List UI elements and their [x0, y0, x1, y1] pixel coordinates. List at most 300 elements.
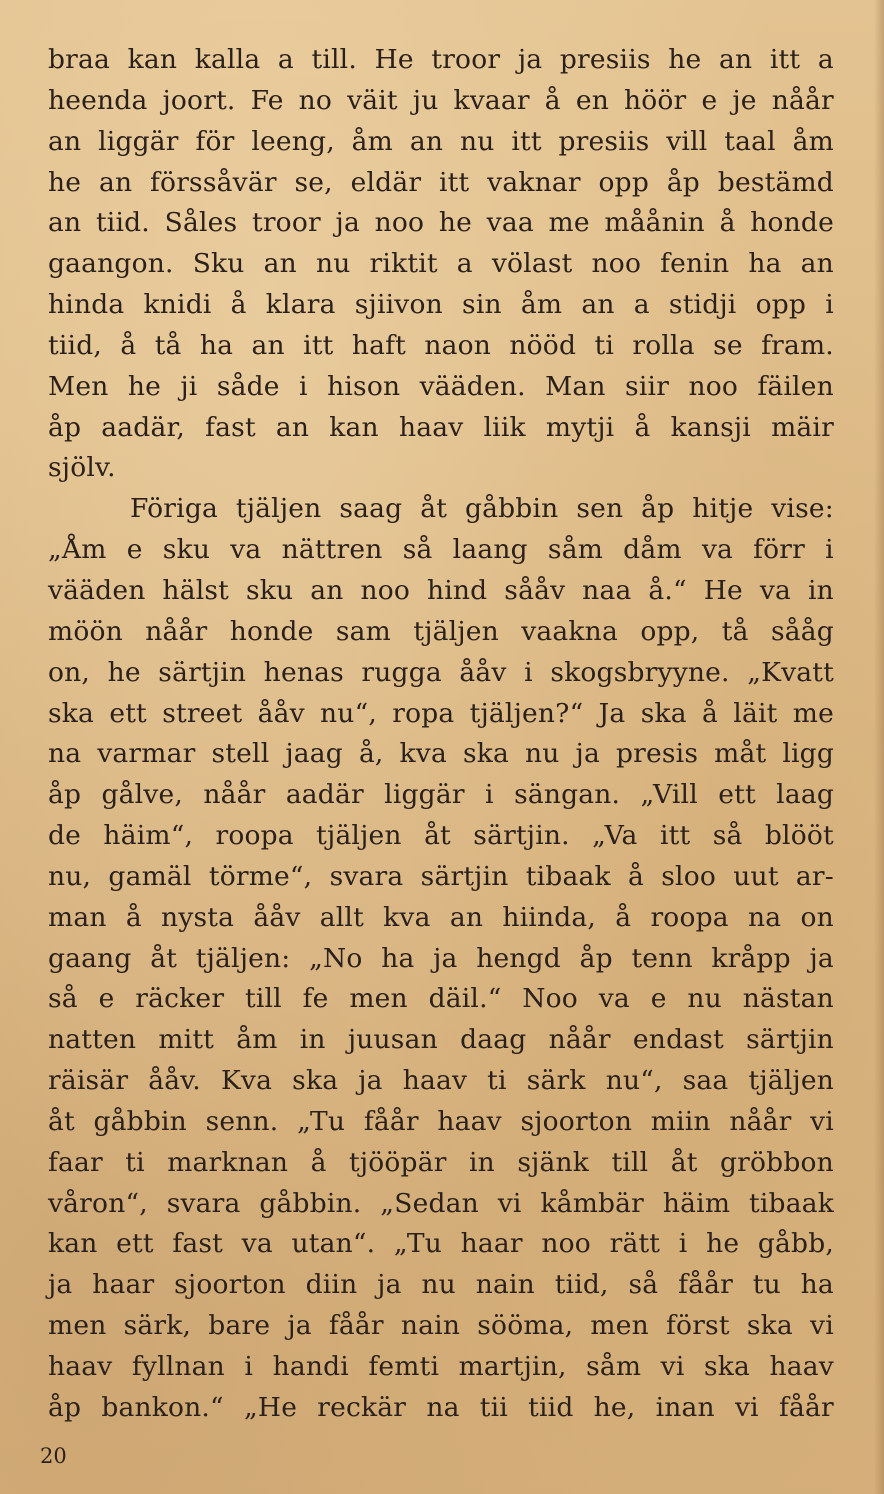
word: handi: [272, 1351, 349, 1382]
word: sååg: [771, 615, 834, 647]
word: man: [48, 901, 107, 933]
word: räcker: [135, 983, 225, 1015]
word: troor: [431, 44, 501, 75]
word: nu: [687, 983, 722, 1015]
word: fåår: [363, 1105, 419, 1137]
word: tiid,: [554, 1269, 609, 1301]
word: me: [548, 207, 590, 239]
word: je: [732, 84, 757, 116]
word: möön: [48, 615, 123, 647]
word: in: [807, 574, 834, 606]
word: bestämd: [717, 166, 834, 198]
word: ska: [640, 697, 687, 729]
text-line: [48, 775, 834, 816]
word: ha: [748, 248, 782, 280]
word: å: [125, 901, 142, 933]
word: Noo: [522, 983, 578, 1015]
text-line: [48, 530, 834, 571]
word: ja: [335, 207, 360, 239]
word: laang: [452, 534, 528, 566]
word: an: [251, 329, 285, 361]
word: dåm: [623, 534, 682, 566]
word: sååv: [504, 574, 566, 606]
word: åm: [792, 125, 834, 157]
word: för: [195, 125, 235, 157]
word: e: [126, 534, 143, 566]
word: vi: [660, 1351, 685, 1382]
word: sängan.: [514, 779, 621, 811]
word: honde: [229, 615, 314, 647]
word: så: [48, 983, 78, 1015]
word: tjäljen?“: [469, 697, 584, 729]
word: åp: [48, 1391, 82, 1423]
text-line: [48, 1020, 834, 1061]
word: noo: [591, 248, 642, 280]
word: gröbbon: [719, 1146, 834, 1178]
word: ja: [575, 738, 600, 770]
word: åp: [48, 411, 82, 443]
text-line: [48, 367, 834, 408]
word: saa: [682, 1065, 729, 1097]
word: fåår: [678, 1269, 733, 1301]
word: a: [817, 44, 834, 75]
word: åp: [579, 942, 613, 974]
text-line: [48, 1388, 834, 1429]
word: va: [759, 574, 791, 606]
text-line: [48, 244, 834, 285]
word: nåår: [771, 84, 834, 116]
word: ti: [125, 1146, 145, 1178]
word: men: [590, 1310, 649, 1342]
word: presis: [615, 738, 699, 770]
word: aadär,: [101, 411, 186, 443]
word: nu“,: [320, 697, 377, 729]
word: fast: [172, 1228, 224, 1260]
word: haav: [398, 411, 464, 443]
word: nåår: [203, 779, 266, 811]
word: å: [627, 860, 644, 892]
word: åt: [424, 820, 451, 852]
word: ska: [48, 697, 95, 729]
word: måånin: [604, 207, 705, 239]
word: ja: [48, 1269, 73, 1301]
word: juusan: [347, 1024, 438, 1056]
word: men: [48, 1310, 107, 1342]
word: itt: [659, 820, 691, 852]
word: å: [230, 289, 247, 321]
word: ja: [358, 1065, 383, 1097]
word: reckär: [317, 1391, 407, 1423]
word: noo: [688, 370, 739, 402]
word: sjoorton: [520, 1105, 633, 1137]
word: Föriga: [130, 493, 218, 525]
word: ti: [487, 1065, 507, 1097]
word: stidji: [668, 289, 737, 321]
word: an: [48, 125, 82, 157]
word: kan: [329, 411, 379, 443]
word: fåår: [328, 1310, 384, 1342]
word: å.“: [648, 574, 687, 606]
word: vi: [810, 1310, 834, 1342]
word: vi: [497, 1187, 522, 1219]
word: ja: [377, 1269, 402, 1301]
word: liggär: [98, 125, 179, 157]
word: förssåvär: [150, 166, 277, 198]
word: nööd: [509, 329, 577, 361]
word: ju: [412, 84, 439, 116]
word: riktit: [369, 248, 438, 280]
word: on,: [48, 656, 91, 688]
word: va: [241, 1228, 273, 1260]
word: he: [438, 207, 472, 239]
word: tiid.: [95, 207, 150, 239]
word: fåår: [778, 1391, 834, 1423]
word: såde: [216, 370, 280, 402]
text-line: [48, 1347, 834, 1388]
word: an: [449, 901, 484, 933]
word: gåbbin.: [259, 1187, 362, 1219]
text-line: [48, 1306, 834, 1347]
word: häim: [662, 1187, 731, 1219]
word: åp: [666, 166, 700, 198]
word: våron“,: [48, 1187, 148, 1219]
text-line: [48, 734, 834, 775]
word: ja: [433, 942, 458, 974]
word: ja: [809, 942, 834, 974]
word: hälst: [162, 574, 230, 606]
word: åp: [641, 493, 675, 525]
word: knidi: [143, 289, 212, 321]
word: laag: [776, 779, 834, 811]
word: särk: [526, 1065, 586, 1097]
word: va: [701, 534, 733, 566]
word: kansji: [670, 411, 751, 443]
word: särtjin: [746, 1024, 834, 1056]
text-line: [48, 285, 834, 326]
word: däil.“: [428, 983, 502, 1015]
word: e: [650, 983, 667, 1015]
page-edge-shadow: [874, 0, 884, 1494]
text-line: [48, 653, 834, 694]
word: rugga: [361, 656, 442, 688]
word: ett: [116, 1228, 154, 1260]
word: å: [719, 207, 736, 239]
word: i: [678, 1228, 688, 1260]
text-line: [48, 979, 834, 1020]
word: särtjin.: [473, 820, 570, 852]
word: no: [298, 84, 333, 116]
word: va: [598, 983, 630, 1015]
word: martjin,: [458, 1351, 567, 1382]
word: törme“,: [208, 860, 313, 892]
text-line: [48, 612, 834, 653]
word: noo: [374, 207, 425, 239]
word: faar: [48, 1146, 103, 1178]
word: joort.: [162, 84, 236, 116]
word: läit: [733, 697, 778, 729]
word: nu: [315, 248, 351, 280]
word: åt: [420, 493, 448, 525]
word: i: [524, 656, 533, 688]
word: se,: [294, 166, 333, 198]
word: kan: [127, 44, 178, 75]
word: „He: [243, 1391, 298, 1423]
word: kalla: [194, 44, 261, 75]
word: presiis: [558, 125, 650, 157]
word: ååv.: [148, 1065, 201, 1097]
word: haav: [437, 1105, 502, 1137]
word: miin: [650, 1105, 711, 1137]
text-line: [48, 40, 834, 81]
word: kva: [399, 738, 447, 770]
word: till: [244, 983, 282, 1015]
word: gamäl: [108, 860, 192, 892]
word: henas: [263, 656, 344, 688]
word: he: [706, 1228, 740, 1260]
text-line: [48, 571, 834, 612]
word: an: [800, 248, 834, 280]
word: in: [299, 1024, 326, 1056]
word: Men: [48, 370, 109, 402]
word: fe: [302, 983, 329, 1015]
word: he: [107, 656, 141, 688]
word: tjööpär: [348, 1146, 447, 1178]
word: svara: [329, 860, 404, 892]
word: jaag: [285, 738, 343, 770]
word: inan: [655, 1391, 715, 1423]
word: ropa: [392, 697, 455, 729]
word: hinda: [48, 289, 125, 321]
word: ha: [199, 329, 234, 361]
text-line: [48, 694, 834, 735]
word: presiis: [559, 44, 651, 75]
word: kråpp: [711, 942, 791, 974]
word: naon: [424, 329, 492, 361]
word: vise:: [771, 493, 834, 525]
word: åp: [48, 779, 82, 811]
word: kan: [48, 1228, 98, 1260]
word: ååv: [253, 901, 301, 933]
word: an: [719, 44, 753, 75]
word: na: [426, 1391, 460, 1423]
word: tå: [154, 329, 182, 361]
word: sloo: [661, 860, 717, 892]
word: He: [374, 44, 414, 75]
word: He: [703, 574, 743, 606]
word: Fe: [250, 84, 284, 116]
word: tjäljen: [235, 493, 322, 525]
word: haar: [92, 1269, 155, 1301]
word: nain: [475, 1269, 535, 1301]
word: vaknar: [487, 166, 581, 198]
word: ett: [109, 697, 147, 729]
word: blööt: [764, 820, 834, 852]
word: ha: [381, 942, 415, 974]
word: vääden: [48, 574, 146, 606]
word: vi: [734, 1391, 759, 1423]
word: heenda: [48, 84, 148, 116]
word: stell: [211, 738, 270, 770]
word: särk,: [123, 1310, 192, 1342]
word: ar-: [795, 860, 834, 892]
word: men: [349, 983, 408, 1015]
word: klara: [265, 289, 336, 321]
word: kåmbär: [540, 1187, 645, 1219]
word: ska: [746, 1310, 793, 1342]
word: Kva: [220, 1065, 273, 1097]
word: e: [701, 84, 718, 116]
text-line: [48, 857, 834, 898]
word: tii: [479, 1391, 508, 1423]
word: saag: [339, 493, 403, 525]
word: väit: [347, 84, 398, 116]
word: tå: [721, 615, 749, 647]
word: „Va: [592, 820, 638, 852]
word: a: [456, 248, 473, 280]
text-line: [48, 122, 834, 163]
word: me: [792, 697, 834, 729]
word: Ja: [598, 697, 626, 729]
word: endast: [632, 1024, 724, 1056]
word: så: [628, 1269, 659, 1301]
word: gaang: [48, 942, 132, 974]
word: förr: [753, 534, 806, 566]
word: Man: [545, 370, 606, 402]
word: braa: [48, 44, 111, 75]
word: aadär: [285, 779, 364, 811]
word: an: [409, 125, 444, 157]
text-line: [48, 1061, 834, 1102]
word: honde: [750, 207, 834, 239]
word: noo: [360, 574, 411, 606]
word: tjäljen: [413, 615, 499, 647]
word: fast: [205, 411, 256, 443]
word: å: [615, 901, 632, 933]
word: haav: [402, 1065, 468, 1097]
word: i: [485, 779, 494, 811]
word: „Tu: [297, 1105, 346, 1137]
word: taal: [724, 125, 776, 157]
word: nysta: [161, 901, 235, 933]
word: gålve,: [101, 779, 184, 811]
text-line: [48, 81, 834, 122]
word: senn.: [205, 1105, 279, 1137]
word: ligg: [782, 738, 834, 770]
word: an: [263, 248, 297, 280]
word: na: [48, 738, 82, 770]
word: he: [48, 166, 82, 198]
word: e: [98, 983, 115, 1015]
word: måt: [714, 738, 767, 770]
word: ji: [180, 370, 198, 402]
word: „Sedan: [380, 1187, 479, 1219]
word: hengd: [476, 942, 561, 974]
word: särtjin: [158, 656, 247, 688]
word: natten: [48, 1024, 137, 1056]
word: nåår: [548, 1024, 611, 1056]
word: tu: [752, 1269, 781, 1301]
word: sku: [162, 534, 211, 566]
word: å: [702, 697, 719, 729]
word: gaangon.: [48, 248, 174, 280]
word: nu: [459, 125, 495, 157]
word: ett: [718, 779, 756, 811]
word: itt: [439, 166, 470, 198]
word: an: [310, 574, 344, 606]
word: åm: [236, 1024, 278, 1056]
word: åt: [48, 1105, 75, 1137]
word: diin: [305, 1269, 358, 1301]
text-line: [48, 1224, 834, 1265]
word: kva: [383, 901, 431, 933]
word: bankon.“: [101, 1391, 224, 1423]
word: hind: [426, 574, 488, 606]
word: såm: [586, 1351, 642, 1382]
page-number: 20: [40, 1444, 67, 1468]
word: se: [713, 329, 743, 361]
text-line: [48, 816, 834, 857]
word: nu: [525, 738, 560, 770]
word: „Åm: [48, 534, 107, 566]
word: haft: [351, 329, 406, 361]
word: liggär: [384, 779, 465, 811]
word: en: [575, 84, 609, 116]
word: skogsbryyne.: [550, 656, 730, 688]
word: ti: [594, 329, 614, 361]
word: na: [748, 901, 782, 933]
word: roopa: [650, 901, 729, 933]
word: tiid: [528, 1391, 574, 1423]
word: tiid,: [48, 329, 102, 361]
word: åt: [670, 1146, 698, 1178]
word: åm: [351, 125, 393, 157]
word: ja: [287, 1310, 312, 1342]
word: sööma,: [477, 1310, 574, 1342]
word: så: [712, 820, 743, 852]
text-line: [48, 408, 834, 449]
word: va: [230, 534, 262, 566]
word: åm: [520, 289, 563, 321]
word: he,: [593, 1391, 636, 1423]
paragraph-start-line: [48, 489, 834, 530]
text-line: [48, 326, 834, 367]
word: femti: [368, 1351, 440, 1382]
word: tibaak: [749, 1187, 834, 1219]
word: leeng,: [251, 125, 335, 157]
word: haav: [769, 1351, 834, 1382]
word: Sku: [192, 248, 245, 280]
word: gåbbin: [93, 1105, 187, 1137]
word: vi: [810, 1105, 834, 1137]
body-text: [48, 40, 834, 1429]
word: vaa: [486, 207, 534, 239]
word: tjäljen: [316, 820, 402, 852]
text-line: [48, 163, 834, 204]
word: sen: [576, 493, 624, 525]
text-line: [48, 898, 834, 939]
word: daag: [460, 1024, 527, 1056]
word: haar: [460, 1228, 523, 1260]
word: utan“.: [291, 1228, 376, 1260]
word: itt: [769, 44, 801, 75]
word: itt: [303, 329, 334, 361]
text-line: [48, 1102, 834, 1143]
word: å,: [358, 738, 384, 770]
word: fram.: [761, 329, 834, 361]
word: nu“,: [605, 1065, 663, 1097]
word: an: [48, 207, 82, 239]
word: å: [310, 1146, 327, 1178]
